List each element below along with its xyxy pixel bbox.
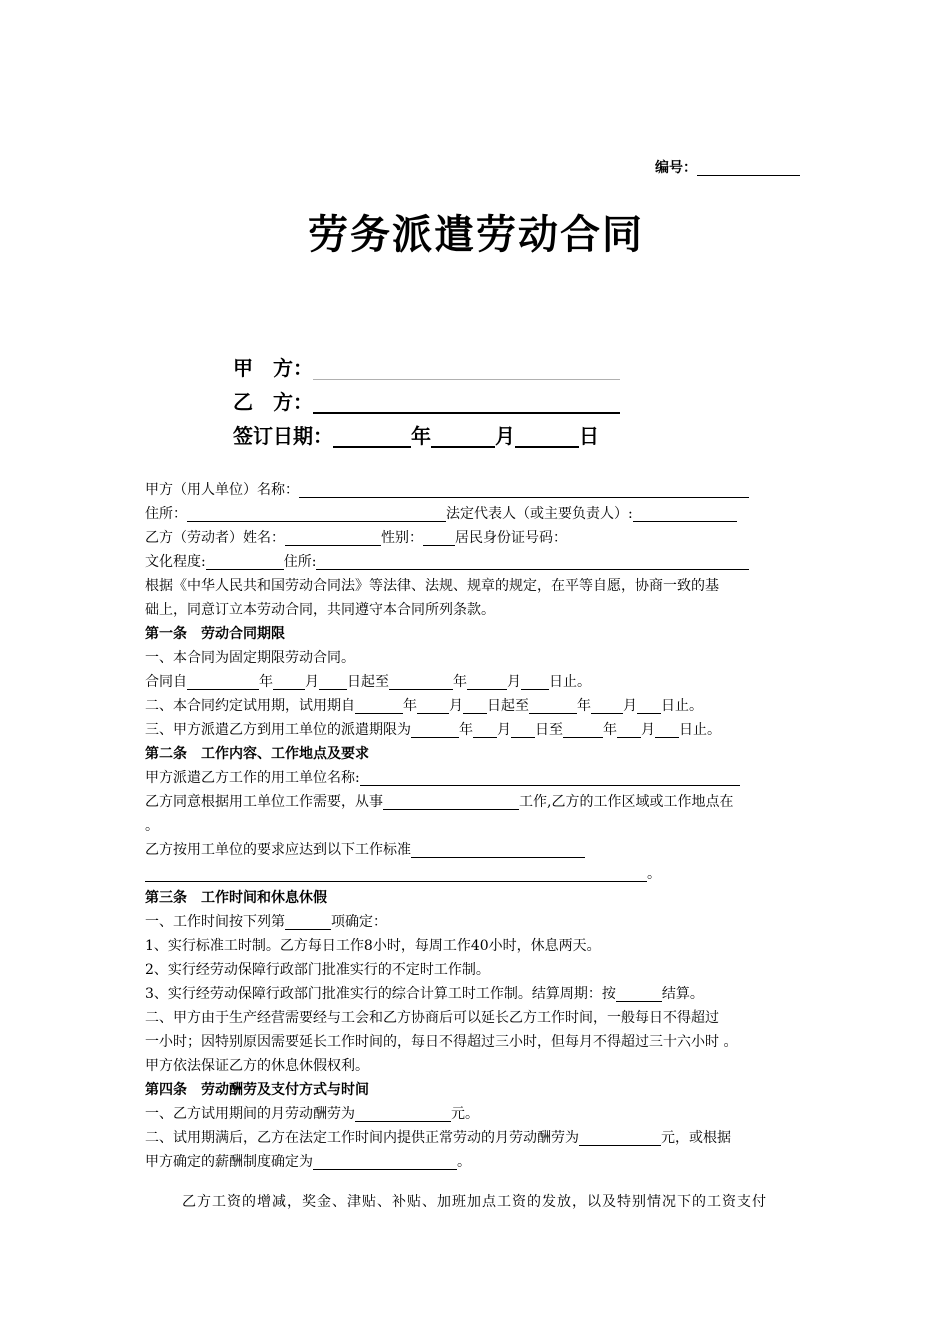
worker-name-field[interactable] (285, 531, 381, 546)
probation-pay-label: 一、乙方试用期间的月劳动酬劳为 (145, 1106, 355, 1122)
probation-start-day[interactable] (463, 699, 487, 714)
education-row (145, 554, 749, 570)
probation-pay-unit: 元。 (451, 1106, 479, 1122)
sign-day-field[interactable] (515, 426, 579, 448)
term-end-day[interactable] (521, 675, 549, 690)
probation-pay-row (145, 1106, 479, 1122)
settlement-period-field[interactable] (616, 987, 662, 1002)
term-end-year[interactable] (389, 675, 453, 690)
address-label: 住所： (145, 506, 187, 522)
dispatch-end-month[interactable] (617, 723, 641, 738)
probation-year-label: 年 (403, 698, 417, 714)
sign-year-label: 年 (411, 424, 431, 448)
worker-address-field[interactable] (316, 555, 749, 570)
article-4-line-4: 乙方工资的增减，奖金、津贴、补贴、加班加点工资的发放，以及特别情况下的工资支付 (182, 1194, 767, 1210)
salary-system-row (145, 1154, 471, 1170)
work-unit-field[interactable] (360, 771, 740, 786)
article-3-line-7: 甲方依法保证乙方的休息休假权利。 (145, 1058, 369, 1074)
article-3-line-3: 2、实行经劳动保障行政部门批准实行的不定时工作制。 (145, 962, 490, 978)
work-hours-choice-label: 一、工作时间按下列第 (145, 914, 285, 930)
term-start-month[interactable] (273, 675, 305, 690)
probation-end-day-label: 日止。 (661, 698, 703, 714)
probation-start-month[interactable] (417, 699, 449, 714)
sign-month-field[interactable] (431, 426, 495, 448)
worker-name-label: 乙方（劳动者）姓名： (145, 530, 285, 546)
salary-system-label: 甲方确定的薪酬制度确定为 (145, 1154, 313, 1170)
settlement-period-end: 结算。 (661, 986, 704, 1002)
article-3-line-2: 1、实行标准工时制。乙方每日工作8小时，每周工作40小时，休息两天。 (145, 938, 601, 954)
dispatch-period-label: 三、甲方派遣乙方到用工单位的派遣期限为 (145, 722, 411, 738)
term-end-month[interactable] (467, 675, 507, 690)
term-end-day-label: 日止。 (549, 674, 591, 690)
address-field[interactable] (187, 507, 446, 522)
dispatch-year-label: 年 (459, 722, 473, 738)
work-standard-field[interactable] (411, 843, 585, 858)
gender-label: 性别： (381, 530, 423, 546)
party-b-field[interactable] (313, 392, 620, 414)
document-title: 劳务派遣劳动合同 (308, 212, 644, 258)
regular-pay-row (145, 1130, 731, 1146)
education-field[interactable] (206, 555, 284, 570)
cover-party-a (233, 356, 620, 380)
preamble-line-1: 根据《中华人民共和国劳动合同法》等法律、法规、规章的规定，在平等自愿，协商一致的基 (145, 578, 719, 594)
contract-term-row (145, 674, 591, 690)
cover-sign-date (233, 424, 599, 448)
work-standard-end: 。 (647, 866, 661, 882)
dispatch-end-day-label: 日止。 (679, 722, 721, 738)
work-content-field[interactable] (383, 795, 519, 810)
dispatch-end-day[interactable] (655, 723, 679, 738)
employer-name-field[interactable] (299, 483, 749, 498)
work-content-label: 乙方同意根据用工单位工作需要，从事 (145, 794, 383, 810)
salary-system-end: 。 (457, 1154, 471, 1170)
worker-row (145, 530, 567, 546)
probation-end-day[interactable] (637, 699, 661, 714)
sign-year-field[interactable] (333, 426, 411, 448)
regular-pay-field[interactable] (579, 1131, 661, 1146)
work-hours-choice-field[interactable] (285, 915, 331, 930)
probation-start-year[interactable] (355, 699, 403, 714)
dispatch-month-label: 月 (497, 722, 511, 738)
probation-row (145, 698, 703, 714)
term-month-label: 月 (305, 674, 319, 690)
contract-number-field[interactable] (697, 161, 800, 176)
work-standard-label: 乙方按用工单位的要求应达到以下工作标准 (145, 842, 411, 858)
worker-address-label: 住所: (283, 554, 317, 570)
cover-party-b (233, 390, 620, 414)
work-unit-label: 甲方派遣乙方工作的用工单位名称: (145, 770, 360, 786)
dispatch-to-label: 日至 (535, 722, 563, 738)
work-standard-row (145, 842, 585, 858)
regular-pay-label: 二、试用期满后，乙方在法定工作时间内提供正常劳动的月劳动酬劳为 (145, 1130, 579, 1146)
legal-rep-label: 法定代表人（或主要负责人）: (446, 506, 633, 522)
work-hours-choice-end: 项确定： (331, 914, 387, 930)
dispatch-start-month[interactable] (473, 723, 497, 738)
settlement-period-label: 3、实行经劳动保障行政部门批准实行的综合计算工时工作制。结算周期：按 (145, 986, 616, 1002)
article-3-heading: 第三条 工作时间和休息休假 (145, 890, 327, 906)
dispatch-start-day[interactable] (511, 723, 535, 738)
dispatch-end-year[interactable] (563, 723, 603, 738)
term-end-year-label: 年 (453, 674, 467, 690)
work-standard-field-2[interactable] (145, 867, 647, 882)
employer-name-label: 甲方（用人单位）名称： (145, 482, 299, 498)
sign-month-label: 月 (495, 424, 515, 448)
probation-label: 二、本合同约定试用期，试用期自 (145, 698, 355, 714)
sign-day-label: 日 (579, 424, 599, 448)
employer-name-row (145, 482, 749, 498)
party-a-field[interactable] (313, 359, 620, 380)
article-2-heading: 第二条 工作内容、工作地点及要求 (145, 746, 369, 762)
id-number-label: 居民身份证号码： (455, 530, 567, 546)
salary-system-field[interactable] (313, 1155, 457, 1170)
term-end-month-label: 月 (507, 674, 521, 690)
work-standard-row-2 (145, 866, 661, 882)
sign-date-label: 签订日期： (233, 424, 333, 448)
article-1-heading: 第一条 劳动合同期限 (145, 626, 285, 642)
probation-to-label: 日起至 (487, 698, 529, 714)
preamble-line-2: 础上，同意订立本劳动合同，共同遵守本合同所列条款。 (145, 602, 495, 618)
term-start-day[interactable] (319, 675, 347, 690)
party-a-label: 甲 方： (233, 356, 313, 380)
probation-end-year-label: 年 (577, 698, 591, 714)
education-label: 文化程度: (145, 554, 206, 570)
term-label: 合同自 (145, 674, 187, 690)
probation-month-label: 月 (449, 698, 463, 714)
work-hours-choice-row (145, 914, 387, 930)
gender-field[interactable] (423, 531, 455, 546)
work-location-end: 。 (145, 818, 159, 834)
probation-end-month[interactable] (591, 699, 623, 714)
legal-rep-field[interactable] (633, 507, 737, 522)
probation-end-month-label: 月 (623, 698, 637, 714)
article-4-heading: 第四条 劳动酬劳及支付方式与时间 (145, 1082, 369, 1098)
probation-pay-field[interactable] (355, 1107, 451, 1122)
work-content-row (145, 794, 733, 810)
term-year-label: 年 (259, 674, 273, 690)
term-start-year[interactable] (187, 675, 259, 690)
work-unit-row (145, 770, 740, 786)
contract-number-label: 编号： (655, 160, 697, 176)
dispatch-period-row (145, 722, 721, 738)
term-to-label: 日起至 (347, 674, 389, 690)
dispatch-end-year-label: 年 (603, 722, 617, 738)
address-row (145, 506, 737, 522)
dispatch-start-year[interactable] (411, 723, 459, 738)
dispatch-end-month-label: 月 (641, 722, 655, 738)
article-3-line-6: 一小时；因特别原因需要延长工作时间的，每日不得超过三小时，但每月不得超过三十六小时 。 (145, 1034, 738, 1050)
work-location-label: 工作,乙方的工作区域或工作地点在 (519, 794, 734, 810)
article-3-line-5: 二、甲方由于生产经营需要经与工会和乙方协商后可以延长乙方工作时间，一般每日不得超过 (145, 1010, 719, 1026)
probation-end-year[interactable] (529, 699, 577, 714)
settlement-period-row (145, 986, 704, 1002)
regular-pay-unit: 元，或根据 (661, 1130, 731, 1146)
article-1-line-1: 一、本合同为固定期限劳动合同。 (145, 650, 355, 666)
party-b-label: 乙 方： (233, 390, 313, 414)
contract-number (655, 160, 800, 176)
